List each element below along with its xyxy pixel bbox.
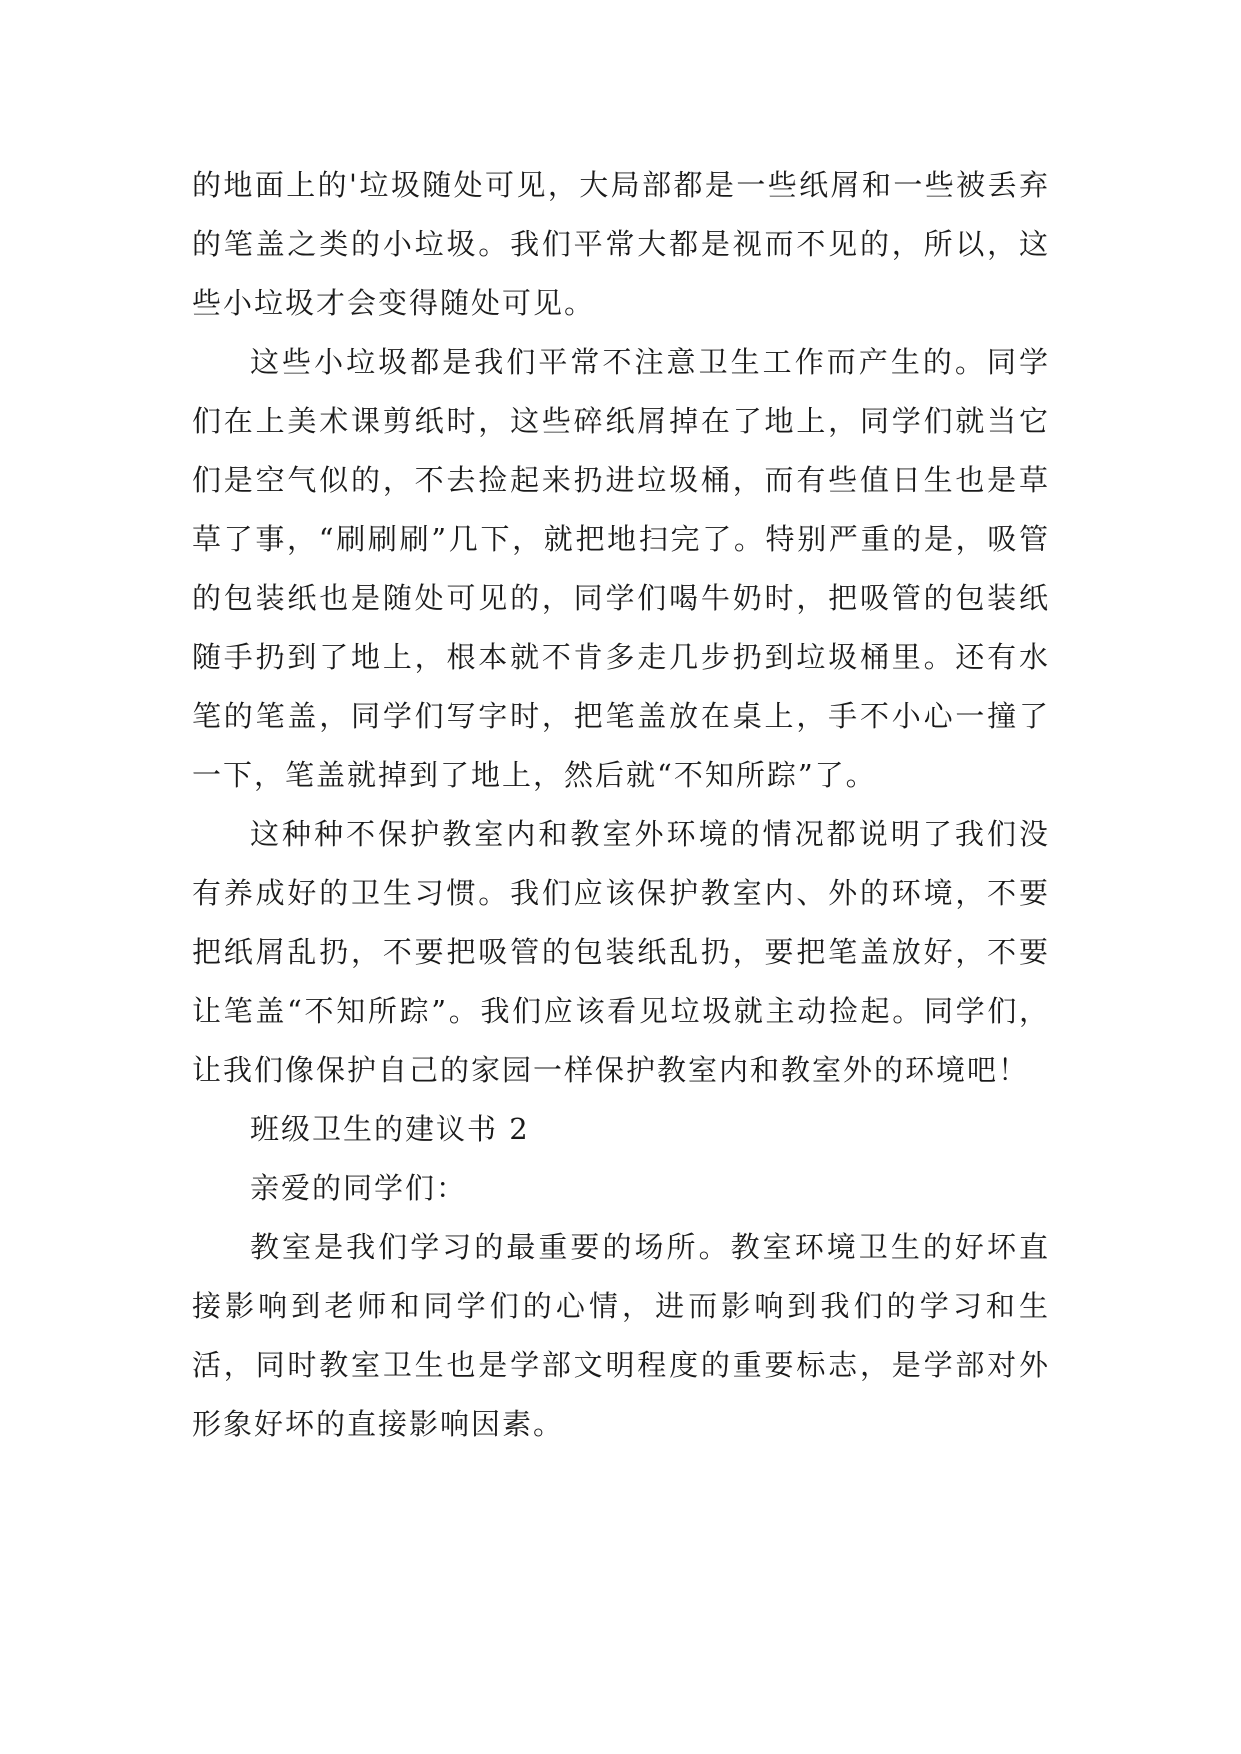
paragraph-classroom-importance: 教室是我们学习的最重要的场所。教室环境卫生的好坏直接影响到老师和同学们的心情，进而影响到我们的学习和生活，同时教室卫生也是学部文明程度的重要标志，是学部对外形象好坏的直接影响因素。 — [192, 1230, 1050, 1441]
paragraph-litter-causes: 这些小垃圾都是我们平常不注意卫生工作而产生的。同学们在上美术课剪纸时，这些碎纸屑掉在了地上，同学们就当它们是空气似的，不去捡起来扔进垃圾桶，而有些值日生也是草草了事，“刷刷刷”几下，就把地扫完了。特别严重的是，吸管的包装纸也是随处可见的，同学们喝牛奶时，把吸管的包装纸随手扔到了地上，根本就不肯多走几步扔到垃圾桶里。还有水笔的笔盖，同学们写字时，把笔盖放在桌上，手不小心一撞了一下，笔盖就掉到了地上，然后就“不知所踪”了。 — [192, 345, 1050, 792]
document-body — [192, 156, 1050, 1454]
salutation: 亲爱的同学们： — [250, 1171, 468, 1205]
section-heading-proposal-2: 班级卫生的建议书 2 — [250, 1112, 530, 1146]
paragraph-continued-litter: 的地面上的'垃圾随处可见，大局部都是一些纸屑和一些被丢弃的笔盖之类的小垃圾。我们平常大都是视而不见的，所以，这些小垃圾才会变得随处可见。 — [192, 168, 1050, 320]
paragraph-conclusion: 这种种不保护教室内和教室外环境的情况都说明了我们没有养成好的卫生习惯。我们应该保护教室内、外的环境，不要把纸屑乱扔，不要把吸管的包装纸乱扔，要把笔盖放好，不要让笔盖“不知所踪”。我们应该看见垃圾就主动捡起。同学们，让我们像保护自己的家园一样保护教室内和教室外的环境吧！ — [192, 817, 1050, 1087]
